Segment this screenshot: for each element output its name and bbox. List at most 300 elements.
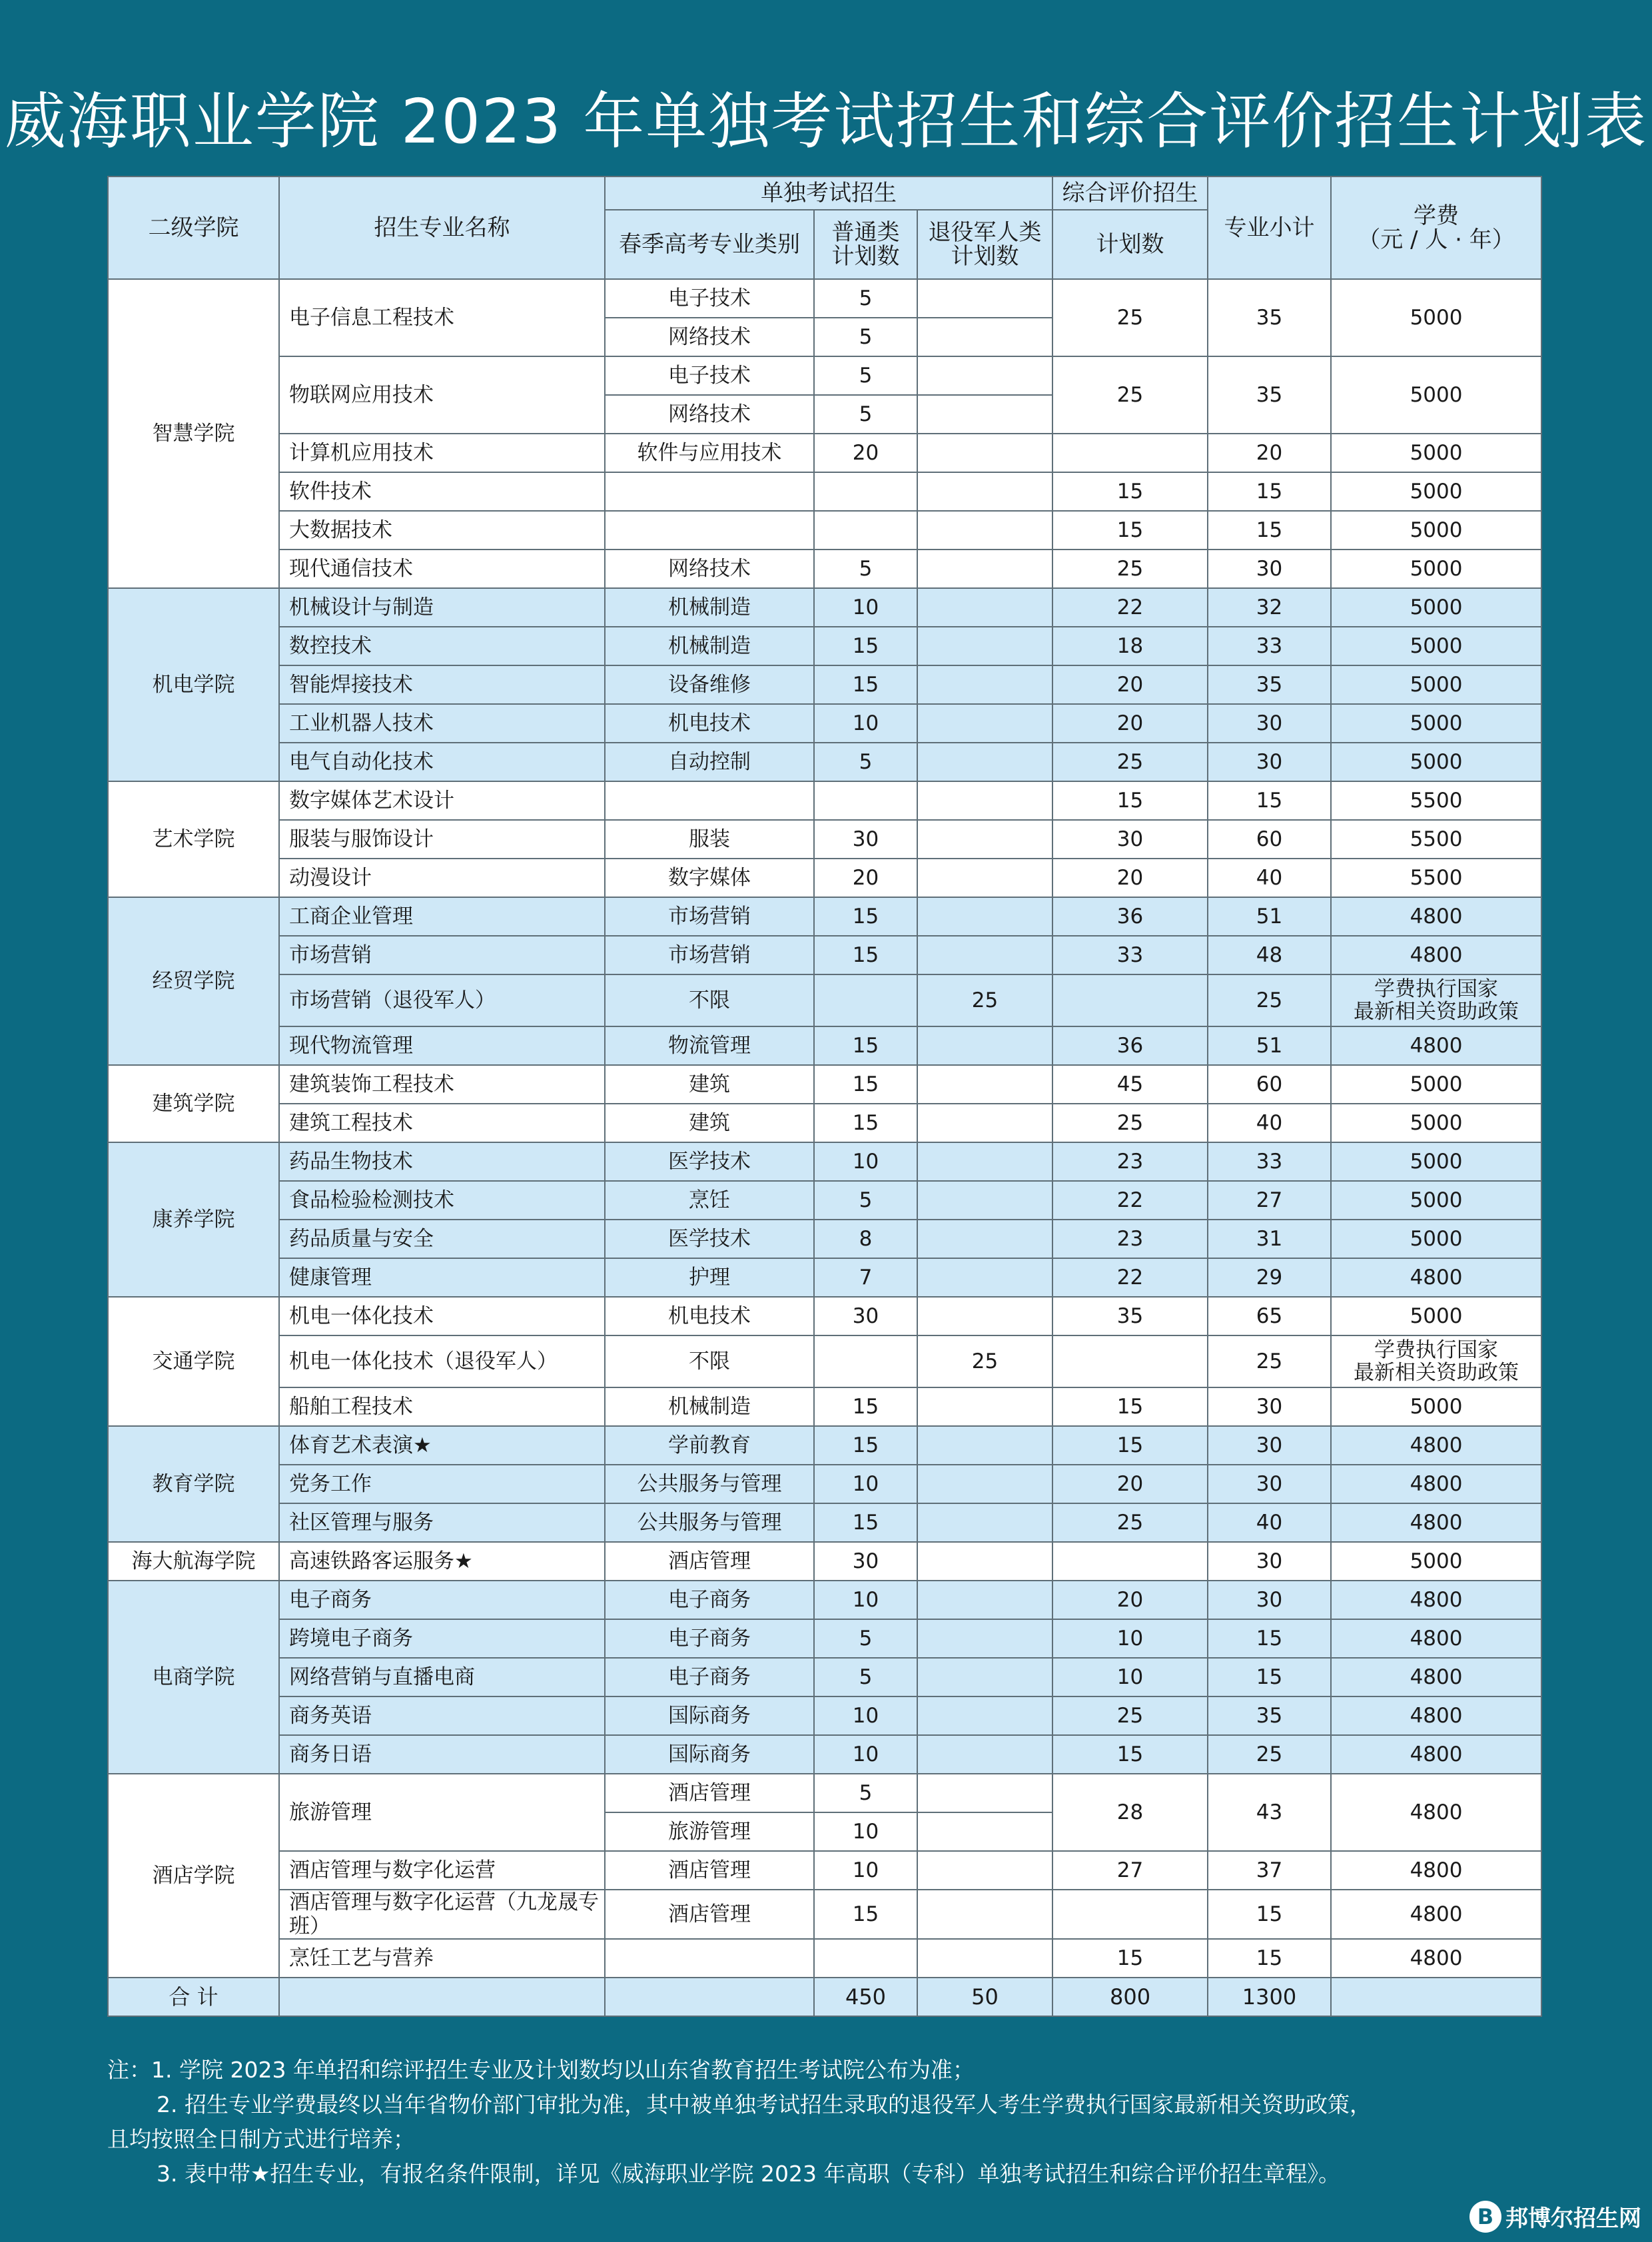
total-empty-fee <box>1331 1978 1541 2016</box>
major-name: 健康管理 <box>279 1258 605 1297</box>
regular-count: 10 <box>814 1696 917 1735</box>
category <box>605 472 814 511</box>
regular-count <box>814 781 917 820</box>
college-name: 酒店学院 <box>108 1774 279 1978</box>
veteran-count <box>917 1181 1052 1220</box>
table-row <box>108 1503 1541 1542</box>
total-label: 合 计 <box>108 1978 279 2016</box>
major-name: 商务日语 <box>279 1735 605 1774</box>
college-group <box>108 1297 1541 1426</box>
fee: 4800 <box>1331 897 1541 936</box>
comp-count: 25 <box>1052 1104 1208 1142</box>
veteran-count <box>917 588 1052 627</box>
total-empty-major <box>279 1978 605 2016</box>
veteran-count <box>917 1774 1052 1812</box>
header-regular-line2: 计划数 <box>831 243 900 270</box>
fee: 5000 <box>1331 434 1541 472</box>
major-name: 网络营销与直播电商 <box>279 1658 605 1696</box>
category: 机电技术 <box>605 1297 814 1335</box>
category: 不限 <box>605 974 814 1026</box>
fee: 4800 <box>1331 1851 1541 1890</box>
category: 市场营销 <box>605 897 814 936</box>
comp-count: 15 <box>1052 1426 1208 1465</box>
fee: 5000 <box>1331 1065 1541 1104</box>
total-regular: 450 <box>814 1978 917 2016</box>
comp-count: 33 <box>1052 936 1208 974</box>
subtotal: 25 <box>1208 1335 1331 1387</box>
header-fee <box>1331 177 1541 279</box>
category: 国际商务 <box>605 1696 814 1735</box>
regular-count: 10 <box>814 1465 917 1503</box>
veteran-count <box>917 665 1052 704</box>
subtotal: 30 <box>1208 1465 1331 1503</box>
regular-count: 20 <box>814 434 917 472</box>
major-name: 烹饪工艺与营养 <box>279 1939 605 1978</box>
college-name: 经贸学院 <box>108 897 279 1065</box>
regular-count: 20 <box>814 859 917 897</box>
note-2-continued: 且均按照全日制方式进行培养； <box>107 2126 415 2152</box>
category: 电子技术 <box>605 279 814 318</box>
category: 酒店管理 <box>605 1851 814 1890</box>
veteran-count <box>917 318 1052 356</box>
subtotal: 37 <box>1208 1851 1331 1890</box>
header-major: 招生专业名称 <box>279 177 605 279</box>
table-row <box>108 1939 1541 1978</box>
comp-count: 35 <box>1052 1297 1208 1335</box>
major-name: 商务英语 <box>279 1696 605 1735</box>
major-name: 食品检验检测技术 <box>279 1181 605 1220</box>
fee-policy <box>1331 1335 1541 1387</box>
regular-count: 15 <box>814 936 917 974</box>
veteran-count <box>917 434 1052 472</box>
veteran-count <box>917 511 1052 550</box>
total-veteran: 50 <box>917 1978 1052 2016</box>
major-name: 党务工作 <box>279 1465 605 1503</box>
major-name: 数控技术 <box>279 627 605 665</box>
veteran-count <box>917 1503 1052 1542</box>
table-row <box>108 1658 1541 1696</box>
table-row <box>108 434 1541 472</box>
subtotal: 33 <box>1208 627 1331 665</box>
header-fee-line2: （元 / 人 · 年） <box>1358 226 1515 253</box>
regular-count: 5 <box>814 1181 917 1220</box>
category: 网络技术 <box>605 550 814 588</box>
college-group <box>108 1065 1541 1142</box>
category: 自动控制 <box>605 743 814 781</box>
regular-count: 5 <box>814 743 917 781</box>
comp-count: 22 <box>1052 1258 1208 1297</box>
category: 软件与应用技术 <box>605 434 814 472</box>
major-name: 社区管理与服务 <box>279 1503 605 1542</box>
major-name: 计算机应用技术 <box>279 434 605 472</box>
table-row <box>108 627 1541 665</box>
subtotal: 27 <box>1208 1181 1331 1220</box>
fee: 4800 <box>1331 1619 1541 1658</box>
regular-count: 5 <box>814 1619 917 1658</box>
regular-count: 5 <box>814 318 917 356</box>
table-row <box>108 1142 1541 1181</box>
category: 公共服务与管理 <box>605 1503 814 1542</box>
enrollment-plan-table <box>107 176 1542 2017</box>
fee-policy <box>1331 974 1541 1026</box>
category: 烹饪 <box>605 1181 814 1220</box>
veteran-count <box>917 356 1052 395</box>
category: 设备维修 <box>605 665 814 704</box>
major-name: 旅游管理 <box>279 1774 605 1851</box>
subtotal: 51 <box>1208 1026 1331 1065</box>
subtotal: 48 <box>1208 936 1331 974</box>
regular-count: 15 <box>814 665 917 704</box>
notes <box>107 2053 1559 2191</box>
comp-count: 22 <box>1052 588 1208 627</box>
comp-count: 36 <box>1052 1026 1208 1065</box>
veteran-count <box>917 1142 1052 1181</box>
veteran-count <box>917 1658 1052 1696</box>
table-row <box>108 781 1541 820</box>
category: 学前教育 <box>605 1426 814 1465</box>
subtotal: 51 <box>1208 897 1331 936</box>
regular-count: 5 <box>814 550 917 588</box>
table-row <box>108 1387 1541 1426</box>
comp-count <box>1052 434 1208 472</box>
major-name: 机械设计与制造 <box>279 588 605 627</box>
veteran-count <box>917 1939 1052 1978</box>
comp-count: 30 <box>1052 820 1208 859</box>
subtotal: 20 <box>1208 434 1331 472</box>
major-name: 大数据技术 <box>279 511 605 550</box>
category: 物流管理 <box>605 1026 814 1065</box>
regular-count: 15 <box>814 1026 917 1065</box>
category <box>605 1939 814 1978</box>
college-group <box>108 279 1541 588</box>
header-single-exam: 单独考试招生 <box>605 177 1052 210</box>
regular-count: 15 <box>814 1104 917 1142</box>
category: 公共服务与管理 <box>605 1465 814 1503</box>
major-name: 高速铁路客运服务★ <box>279 1542 605 1581</box>
table-row <box>108 1542 1541 1581</box>
subtotal: 30 <box>1208 704 1331 743</box>
fee: 4800 <box>1331 1503 1541 1542</box>
major-name: 机电一体化技术 <box>279 1297 605 1335</box>
fee: 5000 <box>1331 588 1541 627</box>
header-veteran-line2: 计划数 <box>951 243 1019 270</box>
category <box>605 511 814 550</box>
fee: 5500 <box>1331 781 1541 820</box>
major-name: 电气自动化技术 <box>279 743 605 781</box>
regular-count <box>814 1939 917 1978</box>
note-2: 2. 招生专业学费最终以当年省物价部门审批为准，其中被单独考试招生录取的退役军人考生学费执行国家最新相关资助政策， <box>157 2091 1372 2117</box>
veteran-count <box>917 1735 1052 1774</box>
fee: 4800 <box>1331 1735 1541 1774</box>
category: 数字媒体 <box>605 859 814 897</box>
college-name: 交通学院 <box>108 1297 279 1426</box>
major-name: 现代通信技术 <box>279 550 605 588</box>
comp-count: 20 <box>1052 1465 1208 1503</box>
header-veteran-line1: 退役军人类 <box>928 219 1042 246</box>
college-group <box>108 1142 1541 1297</box>
comp-count: 23 <box>1052 1142 1208 1181</box>
table-row <box>108 859 1541 897</box>
watermark-logo <box>1469 2200 1641 2233</box>
fee: 5000 <box>1331 1297 1541 1335</box>
major-name: 工业机器人技术 <box>279 704 605 743</box>
regular-count: 15 <box>814 1387 917 1426</box>
subtotal: 29 <box>1208 1258 1331 1297</box>
subtotal: 40 <box>1208 1503 1331 1542</box>
veteran-count <box>917 1065 1052 1104</box>
comp-count: 15 <box>1052 472 1208 511</box>
fee: 4800 <box>1331 1581 1541 1619</box>
major-name: 工商企业管理 <box>279 897 605 936</box>
table-row <box>108 704 1541 743</box>
note-3: 3. 表中带★招生专业，有报名条件限制，详见《威海职业学院 2023 年高职（专科）单独考试招生和综合评价招生章程》。 <box>157 2161 1341 2187</box>
subtotal: 60 <box>1208 820 1331 859</box>
subtotal: 15 <box>1208 511 1331 550</box>
table-row <box>108 743 1541 781</box>
college-name: 教育学院 <box>108 1426 279 1542</box>
fee: 5000 <box>1331 1387 1541 1426</box>
table-row <box>108 279 1541 318</box>
category: 护理 <box>605 1258 814 1297</box>
table-row <box>108 1297 1541 1335</box>
table-row <box>108 936 1541 974</box>
fee: 4800 <box>1331 1426 1541 1465</box>
regular-count <box>814 472 917 511</box>
veteran-count <box>917 897 1052 936</box>
veteran-count <box>917 743 1052 781</box>
comp-count: 25 <box>1052 550 1208 588</box>
veteran-count <box>917 1812 1052 1851</box>
regular-count: 15 <box>814 1065 917 1104</box>
regular-count: 10 <box>814 588 917 627</box>
fee: 5000 <box>1331 279 1541 356</box>
category: 建筑 <box>605 1065 814 1104</box>
comp-count <box>1052 974 1208 1026</box>
table-row <box>108 1104 1541 1142</box>
major-name: 服装与服饰设计 <box>279 820 605 859</box>
table-row <box>108 974 1541 1026</box>
veteran-count <box>917 1581 1052 1619</box>
table-row <box>108 1335 1541 1387</box>
table-row <box>108 1258 1541 1297</box>
subtotal: 40 <box>1208 1104 1331 1142</box>
table-row <box>108 820 1541 859</box>
subtotal: 32 <box>1208 588 1331 627</box>
fee: 5000 <box>1331 550 1541 588</box>
fee: 4800 <box>1331 1658 1541 1696</box>
college-name: 艺术学院 <box>108 781 279 897</box>
regular-count <box>814 1335 917 1387</box>
regular-count: 15 <box>814 1426 917 1465</box>
category: 电子技术 <box>605 356 814 395</box>
header-comp-count: 计划数 <box>1052 210 1208 279</box>
regular-count: 5 <box>814 395 917 434</box>
table-row <box>108 356 1541 395</box>
regular-count: 5 <box>814 1774 917 1812</box>
comp-count: 20 <box>1052 859 1208 897</box>
fee: 4800 <box>1331 1939 1541 1978</box>
major-name: 药品生物技术 <box>279 1142 605 1181</box>
comp-count: 28 <box>1052 1774 1208 1851</box>
header-fee-line1: 学费 <box>1414 202 1459 229</box>
header-spring-category: 春季高考专业类别 <box>605 210 814 279</box>
category: 机械制造 <box>605 1387 814 1426</box>
comp-count <box>1052 1890 1208 1939</box>
header-comprehensive: 综合评价招生 <box>1052 177 1208 210</box>
fee-policy-line2: 最新相关资助政策 <box>1354 1000 1519 1024</box>
college-group <box>108 1774 1541 1978</box>
fee: 4800 <box>1331 1258 1541 1297</box>
table-row <box>108 1890 1541 1939</box>
veteran-count <box>917 550 1052 588</box>
regular-count: 15 <box>814 627 917 665</box>
category: 网络技术 <box>605 318 814 356</box>
table-row <box>108 1581 1541 1619</box>
comp-count: 25 <box>1052 1696 1208 1735</box>
regular-count: 30 <box>814 1297 917 1335</box>
veteran-count <box>917 1026 1052 1065</box>
college-group <box>108 897 1541 1065</box>
major-name: 软件技术 <box>279 472 605 511</box>
fee: 5500 <box>1331 859 1541 897</box>
comp-count: 10 <box>1052 1658 1208 1696</box>
fee: 4800 <box>1331 1890 1541 1939</box>
logo-badge-icon: B <box>1469 2201 1501 2233</box>
regular-count: 10 <box>814 1581 917 1619</box>
subtotal: 15 <box>1208 1619 1331 1658</box>
veteran-count <box>917 704 1052 743</box>
total-row <box>108 1978 1541 2016</box>
comp-count: 22 <box>1052 1181 1208 1220</box>
subtotal: 30 <box>1208 550 1331 588</box>
category: 电子商务 <box>605 1658 814 1696</box>
fee: 4800 <box>1331 1026 1541 1065</box>
subtotal: 60 <box>1208 1065 1331 1104</box>
major-name: 智能焊接技术 <box>279 665 605 704</box>
subtotal: 15 <box>1208 1890 1331 1939</box>
category <box>605 781 814 820</box>
subtotal: 30 <box>1208 1542 1331 1581</box>
comp-count: 15 <box>1052 1939 1208 1978</box>
page-title: 威海职业学院 2023 年单独考试招生和综合评价招生计划表 <box>4 86 1648 157</box>
major-name: 酒店管理与数字化运营 <box>279 1851 605 1890</box>
note-1: 注：1. 学院 2023 年单招和综评招生专业及计划数均以山东省教育招生考试院公布为准； <box>107 2057 975 2083</box>
veteran-count <box>917 1297 1052 1335</box>
college-name: 康养学院 <box>108 1142 279 1297</box>
table-row <box>108 1851 1541 1890</box>
fee: 5000 <box>1331 704 1541 743</box>
major-name: 市场营销（退役军人） <box>279 974 605 1026</box>
regular-count: 10 <box>814 1142 917 1181</box>
major-name: 机电一体化技术（退役军人） <box>279 1335 605 1387</box>
major-name: 跨境电子商务 <box>279 1619 605 1658</box>
category: 酒店管理 <box>605 1542 814 1581</box>
table-row <box>108 1696 1541 1735</box>
fee: 5000 <box>1331 356 1541 434</box>
veteran-count <box>917 1387 1052 1426</box>
major-name: 建筑装饰工程技术 <box>279 1065 605 1104</box>
regular-count: 10 <box>814 704 917 743</box>
total-subtotal: 1300 <box>1208 1978 1331 2016</box>
header-subtotal: 专业小计 <box>1208 177 1331 279</box>
table-row <box>108 1026 1541 1065</box>
fee: 5000 <box>1331 743 1541 781</box>
fee-policy-line1: 学费执行国家 <box>1374 1338 1499 1362</box>
subtotal: 65 <box>1208 1297 1331 1335</box>
major-name: 数字媒体艺术设计 <box>279 781 605 820</box>
regular-count: 5 <box>814 356 917 395</box>
comp-count <box>1052 1542 1208 1581</box>
comp-count: 23 <box>1052 1220 1208 1258</box>
category: 机械制造 <box>605 588 814 627</box>
fee: 4800 <box>1331 1774 1541 1851</box>
fee: 5000 <box>1331 627 1541 665</box>
category: 酒店管理 <box>605 1774 814 1812</box>
subtotal: 35 <box>1208 1696 1331 1735</box>
veteran-count <box>917 859 1052 897</box>
veteran-count <box>917 1465 1052 1503</box>
college-group <box>108 781 1541 897</box>
comp-count: 25 <box>1052 1503 1208 1542</box>
fee: 4800 <box>1331 936 1541 974</box>
category: 医学技术 <box>605 1142 814 1181</box>
subtotal: 15 <box>1208 1939 1331 1978</box>
comp-count: 25 <box>1052 356 1208 434</box>
category: 电子商务 <box>605 1581 814 1619</box>
comp-count: 15 <box>1052 1735 1208 1774</box>
veteran-count <box>917 1104 1052 1142</box>
regular-count: 30 <box>814 1542 917 1581</box>
subtotal: 15 <box>1208 472 1331 511</box>
major-name: 动漫设计 <box>279 859 605 897</box>
fee: 5000 <box>1331 1542 1541 1581</box>
fee: 5000 <box>1331 1104 1541 1142</box>
fee: 4800 <box>1331 1696 1541 1735</box>
subtotal: 35 <box>1208 279 1331 356</box>
fee: 5000 <box>1331 1142 1541 1181</box>
veteran-count: 25 <box>917 974 1052 1026</box>
regular-count <box>814 974 917 1026</box>
major-name: 建筑工程技术 <box>279 1104 605 1142</box>
table-row <box>108 1181 1541 1220</box>
major-name: 酒店管理与数字化运营（九龙晟专班） <box>279 1890 605 1939</box>
college-name: 电商学院 <box>108 1581 279 1774</box>
category: 网络技术 <box>605 395 814 434</box>
regular-count: 5 <box>814 279 917 318</box>
table-row <box>108 1220 1541 1258</box>
veteran-count <box>917 820 1052 859</box>
veteran-count <box>917 781 1052 820</box>
subtotal: 30 <box>1208 1581 1331 1619</box>
major-name: 物联网应用技术 <box>279 356 605 434</box>
comp-count <box>1052 1335 1208 1387</box>
subtotal: 31 <box>1208 1220 1331 1258</box>
total-empty-category <box>605 1978 814 2016</box>
category: 机械制造 <box>605 627 814 665</box>
subtotal: 30 <box>1208 743 1331 781</box>
table-row <box>108 550 1541 588</box>
header-college: 二级学院 <box>108 177 279 279</box>
subtotal: 30 <box>1208 1387 1331 1426</box>
regular-count <box>814 511 917 550</box>
table-row <box>108 1426 1541 1465</box>
major-name: 药品质量与安全 <box>279 1220 605 1258</box>
subtotal: 30 <box>1208 1426 1331 1465</box>
college-group <box>108 1542 1541 1581</box>
regular-count: 7 <box>814 1258 917 1297</box>
major-name: 现代物流管理 <box>279 1026 605 1065</box>
category: 机电技术 <box>605 704 814 743</box>
